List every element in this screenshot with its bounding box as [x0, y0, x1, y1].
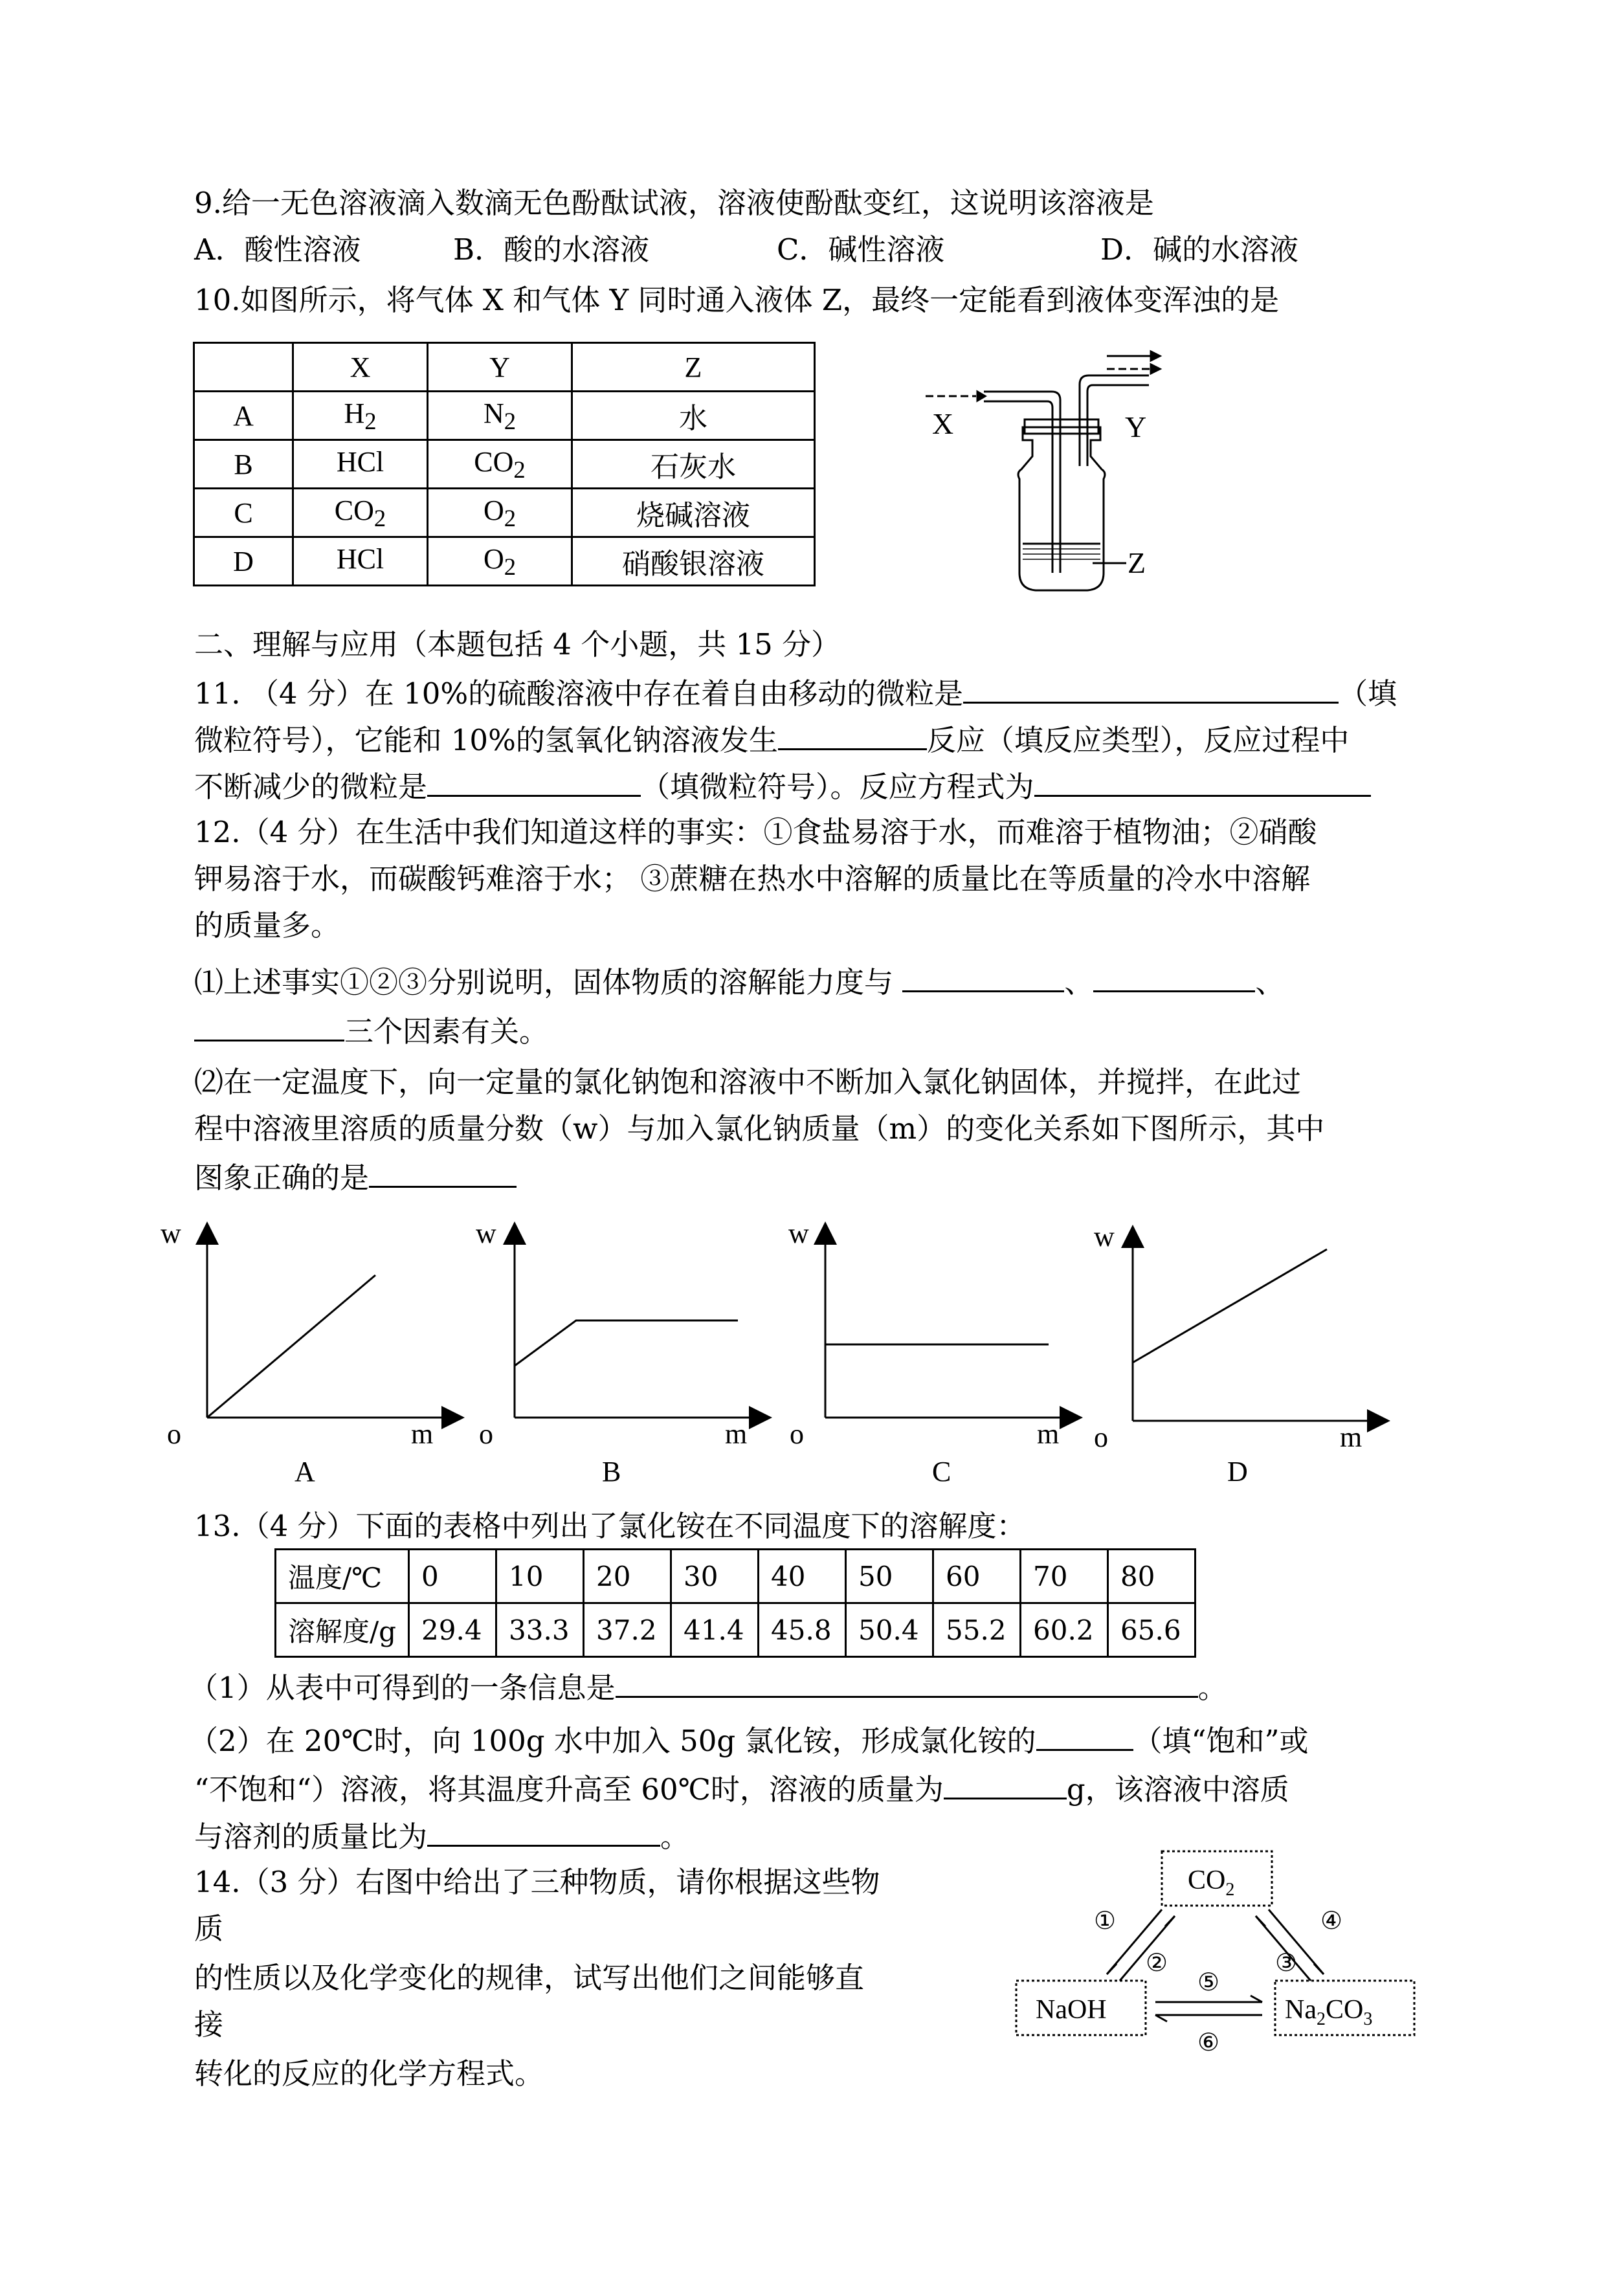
q12-blank-4[interactable] — [369, 1152, 517, 1188]
reaction-5: ⑤ — [1197, 1968, 1220, 1996]
q10-table — [193, 342, 816, 586]
q13-temperature-row — [276, 1550, 1196, 1603]
q10-row-x: $H_2$ — [293, 392, 428, 440]
q14-line5: 转化的反应的化学方程式。 — [194, 2056, 544, 2091]
q11-blank-1[interactable] — [963, 668, 1339, 704]
q12-line3: 的质量多。 — [194, 908, 340, 942]
graph-c-y-label: w — [788, 1218, 809, 1249]
q10-row-x: $CO_2$ — [293, 489, 428, 537]
reaction-1: ① — [1094, 1906, 1117, 1935]
q12-part2-line3: 图象正确的是 — [194, 1152, 517, 1201]
q13-table — [274, 1548, 1196, 1658]
na2co3-label: $Na_2CO_3$ — [1285, 1995, 1373, 2029]
q10-row-x: HCl — [293, 440, 428, 489]
q13-sub1: （1）从表中可得到的一条信息是 。 — [189, 1662, 1227, 1711]
q10-row-z: 硝酸银溶液 — [572, 537, 815, 586]
gas-bottle-diagram — [919, 350, 1191, 608]
q13-sub2-line3: 与溶剂的质量比为 。 — [194, 1811, 689, 1860]
q11-blank-4[interactable] — [1034, 761, 1371, 797]
graph-a-origin: o — [167, 1418, 181, 1450]
graph-a-y-label: w — [161, 1218, 181, 1249]
graph-d-y-label: w — [1094, 1221, 1115, 1253]
graph-a-curve — [207, 1275, 375, 1418]
q10-stem: 10.如图所示，将气体 X 和气体 Y 同时通入液体 Z，最终一定能看到液体变浑浊的是 — [194, 283, 1280, 317]
graph-c — [825, 1233, 1071, 1418]
q13-solubility: 33.3 — [496, 1603, 584, 1657]
q13-temp: 40 — [759, 1550, 846, 1603]
q13-sub2-line1: （2）在 20℃时，向 100g 水中加入 50g 氯化铵，形成氯化铵的 （填“饱和”或 — [189, 1715, 1309, 1765]
q12-line1: 12.（4 分）在生活中我们知道这样的事实：①食盐易溶于水，而难溶于植物油；②硝酸 — [194, 815, 1317, 849]
q10-row-z: 石灰水 — [572, 440, 815, 489]
graph-d-x-label: m — [1340, 1421, 1363, 1453]
q13-row1-label: 温度/℃ — [276, 1550, 409, 1603]
q10-header-x: X — [293, 343, 428, 392]
label-x: X — [932, 407, 954, 440]
q10-row-label: C — [194, 489, 293, 537]
q13-temp: 10 — [496, 1550, 584, 1603]
graph-c-origin: o — [790, 1418, 804, 1450]
section2-title: 二、理解与应用（本题包括 4 个小题，共 15 分） — [194, 627, 841, 662]
q10-header-empty — [194, 343, 293, 392]
q10-row-label: D — [194, 537, 293, 586]
q10-row-y: $O_2$ — [428, 537, 572, 586]
q9-stem: 9.给一无色溶液滴入数滴无色酚酞试液，溶液使酚酞变红，这说明该溶液是 — [194, 186, 1154, 220]
q13-solubility: 60.2 — [1021, 1603, 1108, 1657]
q12-blank-2[interactable] — [1093, 957, 1255, 992]
q13-solubility: 29.4 — [409, 1603, 496, 1657]
graph-d-origin: o — [1094, 1421, 1108, 1453]
q13-solubility: 45.8 — [759, 1603, 846, 1657]
q13-temp: 0 — [409, 1550, 496, 1603]
q10-row — [194, 392, 815, 440]
graph-a — [207, 1233, 453, 1418]
q14-line3: 的性质以及化学变化的规律，试写出他们之间能够直 — [194, 1961, 865, 1995]
naoh-label: NaOH — [1036, 1995, 1107, 2025]
q13-temp: 60 — [933, 1550, 1021, 1603]
q11-blank-3[interactable] — [427, 761, 641, 797]
graph-c-label: C — [932, 1456, 951, 1487]
q10-row-z: 水 — [572, 392, 815, 440]
q13-blank-2[interactable] — [1036, 1715, 1133, 1751]
q10-row — [194, 537, 815, 586]
q12-part1-line1: ⑴上述事实①②③分别说明，固体物质的溶解能力度与 、 、 — [194, 957, 1284, 1006]
graph-d — [1133, 1236, 1379, 1421]
q9-option-b: B．酸的水溶液 — [453, 232, 650, 267]
q10-row — [194, 489, 815, 537]
q12-line2: 钾易溶于水，而碳酸钙难溶于水； ③蔗糖在热水中溶解的质量比在等质量的冷水中溶解 — [194, 862, 1311, 896]
graph-b-x-label: m — [725, 1418, 748, 1450]
q12-blank-1[interactable] — [902, 957, 1064, 992]
q10-row-y: $O_2$ — [428, 489, 572, 537]
q9-option-c: C．碱性溶液 — [777, 232, 945, 267]
q13-temp: 50 — [846, 1550, 933, 1603]
q13-row2-label: 溶解度/g — [276, 1603, 409, 1657]
q13-solubility: 50.4 — [846, 1603, 933, 1657]
graph-b-curve — [515, 1320, 738, 1366]
q14-line4: 接 — [194, 2007, 224, 2042]
q14-conversion-diagram — [1010, 1845, 1424, 2117]
q10-row — [194, 440, 815, 489]
q13-solubility: 65.6 — [1108, 1603, 1196, 1657]
q13-solubility-row — [276, 1603, 1196, 1657]
q13-blank-3[interactable] — [944, 1764, 1067, 1799]
q11-line2: 微粒符号），它能和 10%的氢氧化钠溶液发生 反应（填反应类型），反应过程中 — [194, 715, 1349, 764]
q12-blank-3[interactable] — [194, 1006, 344, 1041]
reaction-6: ⑥ — [1197, 2028, 1220, 2056]
q9-option-a: A．酸性溶液 — [194, 232, 361, 267]
q10-row-y: $CO_2$ — [428, 440, 572, 489]
q13-temp: 20 — [584, 1550, 671, 1603]
graph-d-curve — [1133, 1249, 1327, 1363]
graph-b-origin: o — [479, 1418, 493, 1450]
q12-part2-line2: 程中溶液里溶质的质量分数（w）与加入氯化钠质量（m）的变化关系如下图所示，其中 — [194, 1111, 1325, 1146]
graph-b-label: B — [602, 1456, 621, 1487]
q11-line1: 11. （4 分）在 10%的硫酸溶液中存在着自由移动的微粒是 （填 — [194, 668, 1397, 717]
q13-solubility: 37.2 — [584, 1603, 671, 1657]
q13-blank-1[interactable] — [616, 1662, 1198, 1698]
q10-row-label: A — [194, 392, 293, 440]
q10-header-y: Y — [428, 343, 572, 392]
reaction-2: ② — [1146, 1948, 1168, 1977]
q13-temp: 30 — [671, 1550, 759, 1603]
reaction-3: ③ — [1275, 1948, 1298, 1977]
q14-line1: 14.（3 分）右图中给出了三种物质，请你根据这些物 — [194, 1865, 880, 1899]
q10-row-x: HCl — [293, 537, 428, 586]
q11-line3: 不断减少的微粒是 （填微粒符号）。反应方程式为 — [194, 761, 1371, 810]
q12-part1-line2: 三个因素有关。 — [194, 1006, 548, 1055]
label-z: Z — [1128, 546, 1146, 579]
graph-a-x-label: m — [411, 1418, 434, 1450]
q13-solubility: 41.4 — [671, 1603, 759, 1657]
q12-graphs — [155, 1217, 1424, 1502]
co2-label: $CO_2$ — [1188, 1865, 1235, 1900]
q11-blank-2[interactable] — [778, 715, 927, 750]
graph-d-label: D — [1227, 1456, 1248, 1487]
q13-sub2-line2: “不饱和“）溶液，将其温度升高至 60℃时，溶液的质量为 g，该溶液中溶质 — [194, 1764, 1289, 1813]
q13-temp: 80 — [1108, 1550, 1196, 1603]
q13-solubility: 55.2 — [933, 1603, 1021, 1657]
q13-temp: 70 — [1021, 1550, 1108, 1603]
graph-b — [515, 1233, 761, 1418]
q13-blank-4[interactable] — [427, 1811, 660, 1847]
q13-stem: 13.（4 分）下面的表格中列出了氯化铵在不同温度下的溶解度： — [194, 1509, 1026, 1543]
q14-line2: 质 — [194, 1911, 224, 1946]
label-y: Y — [1125, 410, 1147, 443]
bottle-outline — [1018, 427, 1105, 590]
graph-c-x-label: m — [1037, 1418, 1060, 1450]
reaction-4: ④ — [1320, 1906, 1343, 1935]
q10-row-label: B — [194, 440, 293, 489]
q10-row-z: 烧碱溶液 — [572, 489, 815, 537]
q10-row-y: $N_2$ — [428, 392, 572, 440]
q9-option-d: D．碱的水溶液 — [1100, 232, 1299, 267]
q12-part2-line1: ⑵在一定温度下，向一定量的氯化钠饱和溶液中不断加入氯化钠固体，并搅拌，在此过 — [194, 1065, 1302, 1099]
graph-a-label: A — [295, 1456, 315, 1487]
graph-b-y-label: w — [476, 1218, 496, 1249]
q10-header-z: Z — [572, 343, 815, 392]
